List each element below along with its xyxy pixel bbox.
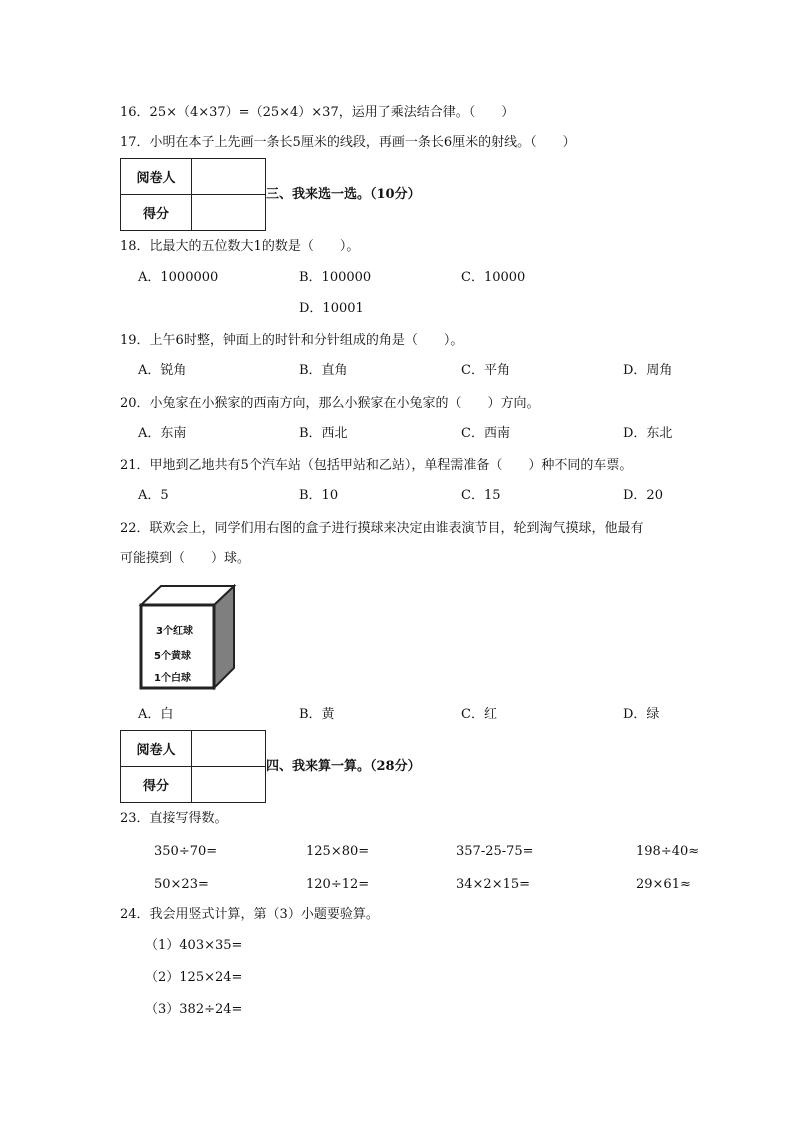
box-label-red: 3个红球 [156,626,193,637]
vertical-calc-item: （3）382÷24= [145,1002,243,1017]
calc-item: 125×80= [306,844,370,859]
q22-option-c: C．红 [461,707,497,722]
q19-option-a: A．锐角 [138,363,187,378]
q19-option-b: B．直角 [299,363,348,378]
calc-item: 357-25-75= [456,844,534,859]
question-16: 16．25×（4×37）=（25×4）×37，运用了乘法结合律。（ ） [120,105,515,120]
question-22-line2: 可能摸到（ ）球。 [120,551,251,566]
calc-item: 34×2×15= [456,877,531,892]
question-20: 20．小兔家在小猴家的西南方向，那么小猴家在小兔家的（ ）方向。 [120,396,540,411]
q21-option-c: C．15 [461,488,501,503]
reviewer-cell[interactable] [192,731,266,767]
section-3-title: 三、我来选一选。（10分） [266,187,421,202]
question-19: 19．上午6时整，钟面上的时针和分针组成的角是（ ）。 [120,333,464,348]
score-label: 得分 [121,195,192,231]
q22-option-b: B．黄 [299,707,335,722]
question-18: 18．比最大的五位数大1的数是（ ）。 [120,239,360,254]
question-24: 24．我会用竖式计算，第（3）小题要验算。 [120,907,379,922]
grader-table-2 [120,730,266,803]
question-23: 23．直接写得数。 [120,811,228,826]
q20-option-b: B．西北 [299,426,348,441]
q19-option-d: D．周角 [623,363,673,378]
calc-item: 350÷70= [154,844,218,859]
q20-option-a: A．东南 [138,426,187,441]
q20-option-d: D．东北 [623,426,673,441]
score-label: 得分 [121,767,192,803]
q20-option-c: C．西南 [461,426,510,441]
question-17: 17．小明在本子上先画一条长5厘米的线段，再画一条长6厘米的射线。（ ） [120,135,576,150]
q18-option-a: A．1000000 [138,270,219,285]
vertical-calc-item: （1）403×35= [145,938,243,953]
q18-option-c: C．10000 [461,270,526,285]
q21-option-d: D．20 [623,488,663,503]
q19-option-c: C．平角 [461,363,510,378]
q22-option-d: D．绿 [623,707,660,722]
score-cell[interactable] [192,767,266,803]
calc-item: 120÷12= [306,877,370,892]
section-4-title: 四、我来算一算。（28分） [266,759,421,774]
q21-option-a: A．5 [138,488,169,503]
reviewer-cell[interactable] [192,159,266,195]
calc-item: 50×23= [154,877,209,892]
box-label-white: 1个白球 [154,673,191,684]
q18-option-b: B．100000 [299,270,372,285]
q21-option-b: B．10 [299,488,339,503]
question-22: 22．联欢会上，同学们用右图的盒子进行摸球来决定由谁表演节目，轮到淘气摸球，他最有 [120,521,644,536]
vertical-calc-item: （2）125×24= [145,970,243,985]
score-cell[interactable] [192,195,266,231]
reviewer-label: 阅卷人 [121,159,192,195]
reviewer-label: 阅卷人 [121,731,192,767]
question-21: 21．甲地到乙地共有5个汽车站（包括甲站和乙站），单程需准备（ ）种不同的车票。 [120,458,633,473]
ball-box-figure [138,584,240,692]
box-label-yellow: 5个黄球 [154,651,191,662]
q18-option-d: D．10001 [299,301,364,316]
grader-table [120,158,266,231]
calc-item: 29×61≈ [636,877,691,892]
calc-item: 198÷40≈ [636,844,700,859]
q22-option-a: A．白 [138,707,174,722]
